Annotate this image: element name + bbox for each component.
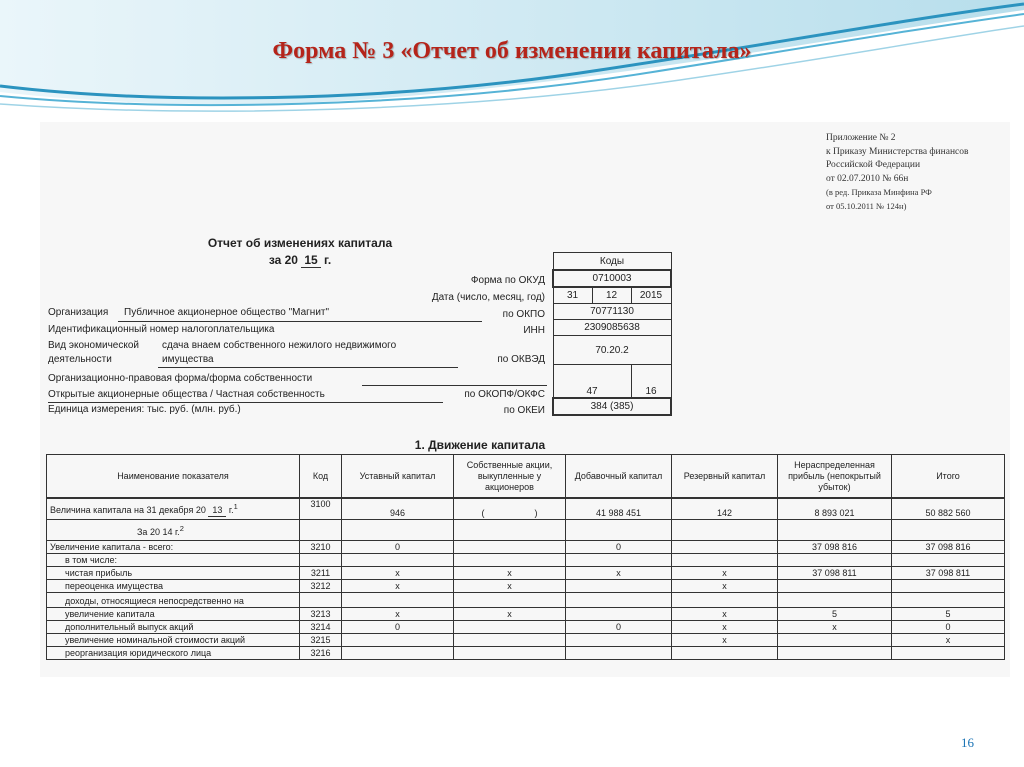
cell: 37 098 811 — [892, 567, 1005, 580]
col-header: Наименование показателя — [47, 455, 300, 499]
col-header: Собственные акции, выкупленные у акционеров — [454, 455, 566, 499]
row-name: доходы, относящиеся непосредственно на — [47, 593, 300, 608]
okei-label: по ОКЕИ — [503, 405, 545, 416]
cell — [672, 554, 778, 567]
cell: х — [672, 621, 778, 634]
section-title: 1. Движение капитала — [414, 438, 546, 452]
cell — [566, 593, 672, 608]
row-code: 3215 — [300, 634, 342, 647]
cell: 0 — [892, 621, 1005, 634]
col-header: Уставный капитал — [342, 455, 454, 499]
cell: 142 — [672, 498, 778, 520]
cell — [454, 593, 566, 608]
cell — [672, 593, 778, 608]
row-name: увеличение номинальной стоимости акций — [47, 634, 300, 647]
col-header: Резервный капитал — [672, 455, 778, 499]
cell: х — [454, 580, 566, 593]
okud-label: Форма по ОКУД — [470, 275, 545, 286]
date-day: 31 — [553, 287, 592, 304]
codes-header: Коды — [553, 253, 671, 271]
opening-suffix: г. — [228, 505, 234, 515]
opening-balance-row — [47, 498, 1005, 520]
row-name — [47, 520, 300, 541]
cell — [454, 541, 566, 554]
row-code: 3210 — [300, 541, 342, 554]
row-code: 3214 — [300, 621, 342, 634]
cell — [778, 634, 892, 647]
table-row — [47, 580, 1005, 593]
table-row — [47, 567, 1005, 580]
cell — [892, 520, 1005, 541]
cell: 0 — [566, 621, 672, 634]
opening-label: Величина капитала на 31 декабря 20 — [50, 505, 206, 515]
period-prefix: За 20 — [137, 526, 160, 537]
row-code — [300, 520, 342, 541]
cell: 0 — [566, 541, 672, 554]
cell: 5 — [892, 608, 1005, 621]
table-row — [47, 647, 1005, 660]
row-code: 3100 — [300, 498, 342, 520]
appendix-line: (в ред. Приказа Минфина РФ — [826, 187, 932, 197]
okpo-label: по ОКПО — [502, 309, 545, 320]
activity-label: деятельности — [48, 354, 112, 365]
cell — [778, 520, 892, 541]
row-code: 3216 — [300, 647, 342, 660]
table-row — [47, 541, 1005, 554]
cell: х — [892, 634, 1005, 647]
cell — [566, 608, 672, 621]
cell: 37 098 811 — [778, 567, 892, 580]
cell: х — [342, 567, 454, 580]
cell — [454, 647, 566, 660]
row-name: дополнительный выпуск акций — [47, 621, 300, 634]
report-title: Отчет об изменениях капитала — [207, 236, 393, 250]
cell — [672, 647, 778, 660]
cell — [778, 554, 892, 567]
cell — [566, 580, 672, 593]
cell — [892, 593, 1005, 608]
row-name: реорганизация юридического лица — [47, 647, 300, 660]
org-label: Организация — [48, 307, 109, 318]
activity-label: Вид экономической — [48, 340, 139, 351]
row-code — [300, 593, 342, 608]
row-code: 3212 — [300, 580, 342, 593]
appendix-line: от 02.07.2010 № 66н — [826, 173, 909, 184]
appendix-line: Российской Федерации — [826, 160, 921, 170]
cell — [342, 520, 454, 541]
row-name — [47, 498, 300, 520]
cell — [342, 554, 454, 567]
cell — [892, 580, 1005, 593]
cell: х — [454, 567, 566, 580]
cell — [778, 647, 892, 660]
cell: 37 098 816 — [892, 541, 1005, 554]
cell: х — [342, 608, 454, 621]
table-row — [47, 593, 1005, 608]
org-value: Публичное акционерное общество "Магнит" — [124, 307, 330, 318]
cell: х — [778, 621, 892, 634]
legal-form-value: Открытые акционерные общества / Частная собственность — [48, 389, 325, 400]
okud-code: 0710003 — [553, 270, 671, 287]
col-header: Итого — [892, 455, 1005, 499]
row-code: 3211 — [300, 567, 342, 580]
okpo-code: 70771130 — [553, 304, 671, 320]
cell — [566, 520, 672, 541]
cell: 946 — [342, 498, 454, 520]
cell — [454, 554, 566, 567]
period-year: 14 — [162, 526, 173, 537]
cell — [342, 634, 454, 647]
inn-description: Идентификационный номер налогоплательщика — [48, 324, 275, 335]
legal-form-label: Организационно-правовая форма/форма собственности — [48, 373, 313, 384]
capital-movement-table — [46, 454, 1005, 660]
cell — [566, 647, 672, 660]
activity-underline — [158, 367, 458, 368]
report-year — [170, 253, 430, 268]
appendix-note — [826, 132, 968, 213]
org-underline — [118, 321, 482, 322]
cell: х — [342, 580, 454, 593]
date-label: Дата (число, месяц, год) — [431, 292, 545, 303]
cell — [454, 621, 566, 634]
cell: 8 893 021 — [778, 498, 892, 520]
cell — [342, 647, 454, 660]
slide-title: Форма № 3 «Отчет об изменении капитала» — [272, 38, 752, 64]
table-row — [47, 634, 1005, 647]
col-header: Добавочный капитал — [566, 455, 672, 499]
appendix-line: от 05.10.2011 № 124н) — [826, 200, 907, 211]
opening-year: 13 — [208, 505, 226, 517]
cell: х — [566, 567, 672, 580]
row-name: переоценка имущества — [47, 580, 300, 593]
cell — [672, 520, 778, 541]
cell: 5 — [778, 608, 892, 621]
okei-code: 384 (385) — [553, 398, 671, 415]
cell — [566, 634, 672, 647]
footnote-mark: 2 — [179, 523, 184, 533]
appendix-line: Приложение № 2 — [826, 133, 896, 143]
table-row — [47, 621, 1005, 634]
row-name: в том числе: — [47, 554, 300, 567]
cell: х — [454, 608, 566, 621]
page-number: 16 — [961, 735, 974, 750]
legal-form-value-underline — [48, 402, 443, 403]
cell — [892, 647, 1005, 660]
unit-label: Единица измерения: тыс. руб. (млн. руб.) — [48, 404, 241, 415]
date-year: 2015 — [631, 287, 671, 304]
cell — [778, 593, 892, 608]
footnote-mark: 1 — [233, 502, 238, 511]
row-code: 3213 — [300, 608, 342, 621]
inn-code: 2309085638 — [553, 320, 671, 336]
codes-table — [552, 252, 672, 416]
cell — [454, 520, 566, 541]
okved-code: 70.20.2 — [553, 336, 671, 365]
row-name: Увеличение капитала - всего: — [47, 541, 300, 554]
cell: х — [672, 608, 778, 621]
date-month: 12 — [592, 287, 631, 304]
table-row — [47, 608, 1005, 621]
activity-value: сдача внаем собственного нежилого недвижимого — [162, 340, 397, 351]
okopf-code: 47 — [553, 365, 631, 399]
cell: х — [672, 580, 778, 593]
inn-label: ИНН — [523, 325, 545, 336]
legal-form-underline — [362, 385, 547, 386]
cell — [566, 554, 672, 567]
cell: 50 882 560 — [892, 498, 1005, 520]
row-name: чистая прибыль — [47, 567, 300, 580]
row-code — [300, 554, 342, 567]
year-prefix: за 20 — [268, 253, 298, 267]
okopf-label: по ОКОПФ/ОКФС — [464, 389, 545, 400]
period-row — [47, 520, 1005, 541]
cell — [342, 593, 454, 608]
cell — [778, 580, 892, 593]
cell: х — [672, 567, 778, 580]
table-row — [47, 554, 1005, 567]
cell — [892, 554, 1005, 567]
okved-label: по ОКВЭД — [497, 354, 545, 365]
row-name: увеличение капитала — [47, 608, 300, 621]
col-header: Код — [300, 455, 342, 499]
cell — [672, 541, 778, 554]
cell: 0 — [342, 541, 454, 554]
col-header: Нераспределенная прибыль (непокрытый убыток) — [778, 455, 892, 499]
cell: 41 988 451 — [566, 498, 672, 520]
okfs-code: 16 — [631, 365, 671, 399]
year-suffix: г. — [324, 253, 332, 267]
appendix-line: к Приказу Министерства финансов — [826, 146, 969, 157]
cell: 0 — [342, 621, 454, 634]
cell: ( ) — [454, 498, 566, 520]
cell — [454, 634, 566, 647]
cell: 37 098 816 — [778, 541, 892, 554]
year-value: 15 — [301, 253, 320, 268]
cell: х — [672, 634, 778, 647]
activity-value: имущества — [162, 354, 214, 365]
period-suffix: г. — [175, 526, 180, 537]
